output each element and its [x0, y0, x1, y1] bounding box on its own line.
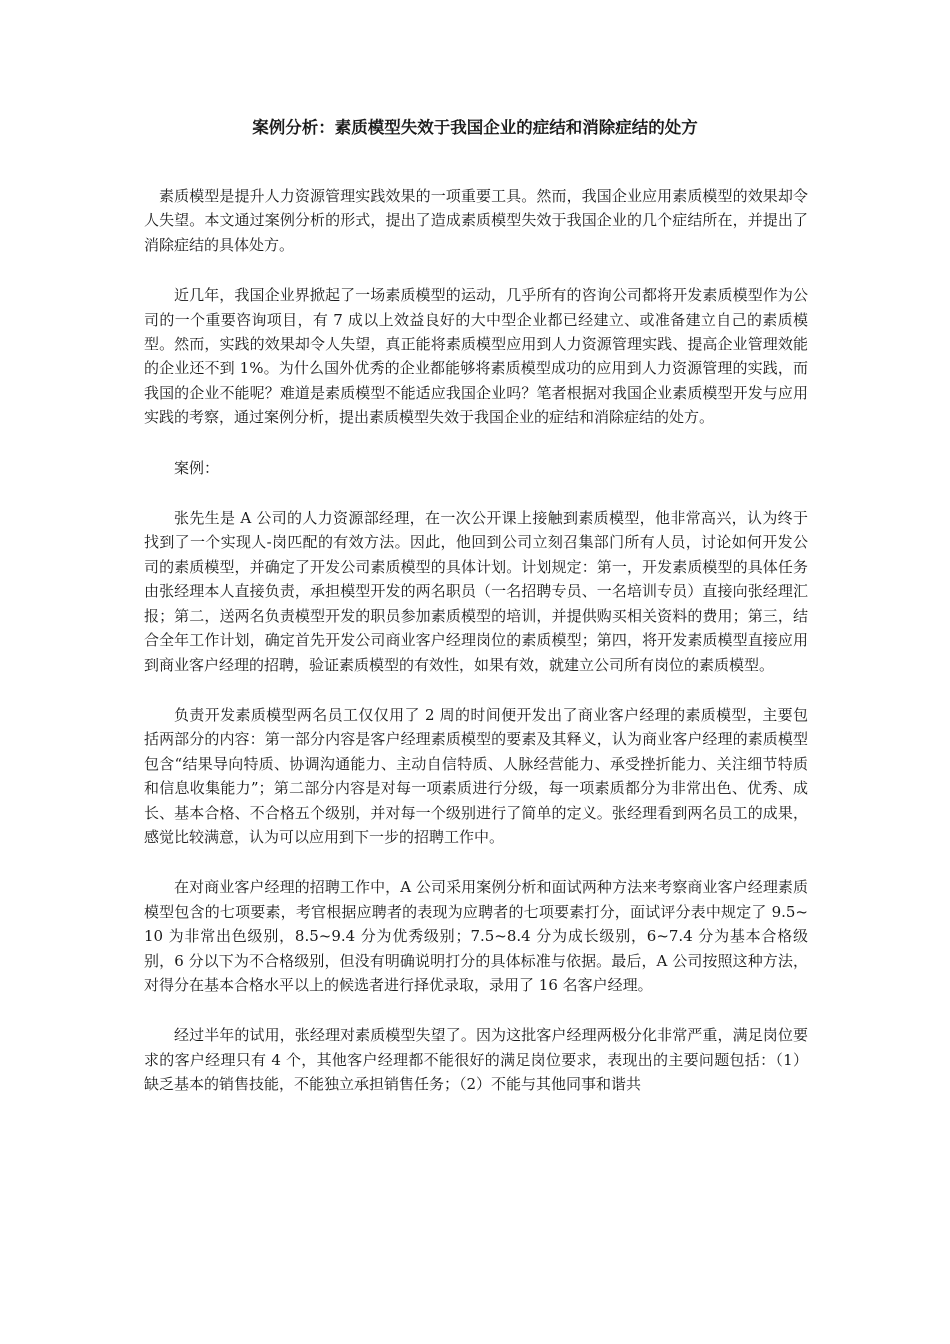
case-heading: 案例：: [174, 458, 220, 477]
abstract-paragraph: 素质模型是提升人力资源管理实践效果的一项重要工具。然而，我国企业应用素质模型的效果却令人失望。本文通过案例分析的形式，提出了造成素质模型失效于我国企业的几个症结所在，并提出了消除症结的具体处方。: [144, 187, 808, 254]
intro-paragraph: 近几年，我国企业界掀起了一场素质模型的运动，几乎所有的咨询公司都将开发素质模型作为公司的一个重要咨询项目，有 7 成以上效益良好的大中型企业都已经建立、或准备建立自己的素质模型。然而，实践的效果却令人失望，真正能将素质模型应用到人力资源管理实践、提高企业管理效能的企业还不到 1%。为什么国外优秀的企业都能够将素质模型成功的应用到人力资源管理的实践，而我国的企业不能呢？难道是素质模型不能适应我国企业吗？笔者根据对我国企业素质模型开发与应用实践的考察，通过案例分析，提出素质模型失效于我国企业的症结和消除症结的处方。: [144, 286, 808, 427]
case-paragraph-plan: 张先生是 A 公司的人力资源部经理，在一次公开课上接触到素质模型，他非常高兴，认为终于找到了一个实现人-岗匹配的有效方法。因此，他回到公司立刻召集部门所有人员，讨论如何开发公司的素质模型，并确定了开发公司素质模型的具体计划。计划规定：第一，开发素质模型的具体任务由张经理本人直接负责，承担模型开发的两名职员（一名招聘专员、一名培训专员）直接向张经理汇报；第二，送两名负责模型开发的职员参加素质模型的培训，并提供购买相关资料的费用；第三，结合全年工作计划，确定首先开发公司商业客户经理岗位的素质模型；第四，将开发素质模型直接应用到商业客户经理的招聘，验证素质模型的有效性，如果有效，就建立公司所有岗位的素质模型。: [144, 509, 808, 674]
case-paragraph-outcome: 经过半年的试用，张经理对素质模型失望了。因为这批客户经理两极分化非常严重，满足岗位要求的客户经理只有 4 个，其他客户经理都不能很好的满足岗位要求，表现出的主要问题包括：（1）缺乏基本的销售技能，不能独立承担销售任务；（2）不能与其他同事和谐共: [144, 1026, 808, 1094]
document-body: [144, 184, 808, 1123]
case-paragraph-model: 负责开发素质模型两名员工仅仅用了 2 周的时间便开发出了商业客户经理的素质模型，主要包括两部分的内容：第一部分内容是客户经理素质模型的要素及其释义，认为商业客户经理的素质模型包含“结果导向特质、协调沟通能力、主动自信特质、人脉经营能力、承受挫折能力、关注细节特质和信息收集能力”；第二部分内容是对每一项素质进行分级，每一项素质都分为非常出色、优秀、成长、基本合格、不合格五个级别，并对每一个级别进行了简单的定义。张经理看到两名员工的成果，感觉比较满意，认为可以应用到下一步的招聘工作中。: [144, 705, 808, 846]
document-title: 案例分析：素质模型失效于我国企业的症结和消除症结的处方: [252, 118, 698, 137]
case-paragraph-recruitment: 在对商业客户经理的招聘工作中，A 公司采用案例分析和面试两种方法来考察商业客户经理素质模型包含的七项要素，考官根据应聘者的表现为应聘者的七项要素打分，面试评分表中规定了 9.5~10 为非常出色级别，8.5~9.4 分为优秀级别；7.5~8.4 分为成长级别，6~7.4 分为基本合格级别，6 分以下为不合格级别，但没有明确说明打分的具体标准与依据。最后，A 公司按照这种方法，对得分在基本合格水平以上的候选者进行择优录取，录用了 16 名客户经理。: [144, 878, 808, 994]
